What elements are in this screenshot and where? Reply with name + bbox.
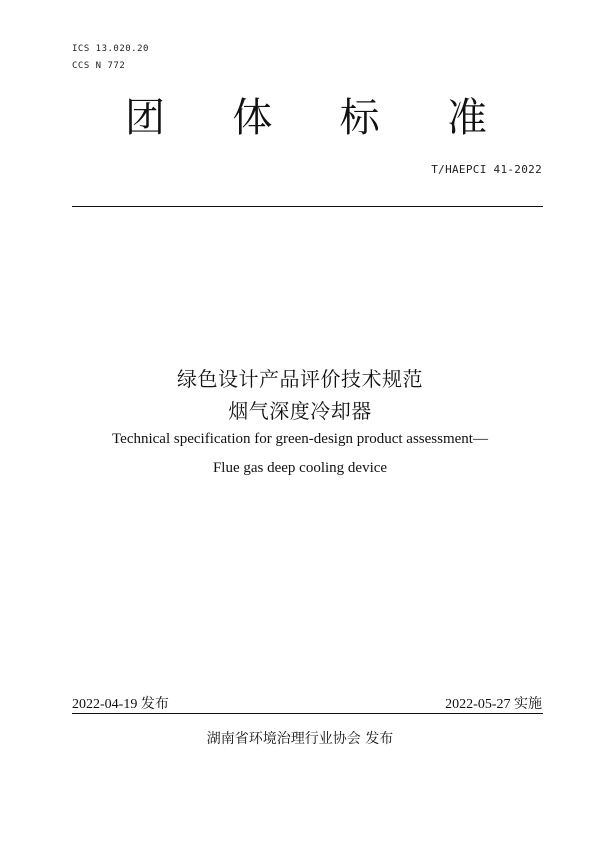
standard-type-char: 团 <box>125 95 165 141</box>
title-cn-line2: 烟气深度冷却器 <box>228 399 372 423</box>
standard-type-char: 标 <box>339 95 380 141</box>
standard-type-char: 准 <box>446 95 487 141</box>
standard-code: T/HAEPCI 41-2022 <box>431 163 542 176</box>
implementation-date: 2022-05-27 实施 <box>445 697 542 712</box>
publisher: 湖南省环境治理行业协会 发布 <box>206 731 394 747</box>
ccs-code: CCS N 772 <box>72 61 126 71</box>
title-en-line1: Technical specification for green-design product assessment— <box>112 431 488 447</box>
standard-type-title <box>125 95 487 141</box>
title-en-line2: Flue gas deep cooling device <box>212 460 388 476</box>
top-divider <box>72 206 543 207</box>
standard-type-char: 体 <box>232 95 273 141</box>
issue-date: 2022-04-19 发布 <box>72 697 169 712</box>
bottom-divider <box>72 713 543 714</box>
title-cn-line1: 绿色设计产品评价技术规范 <box>177 367 423 391</box>
ics-code: ICS 13.020.20 <box>72 44 149 54</box>
